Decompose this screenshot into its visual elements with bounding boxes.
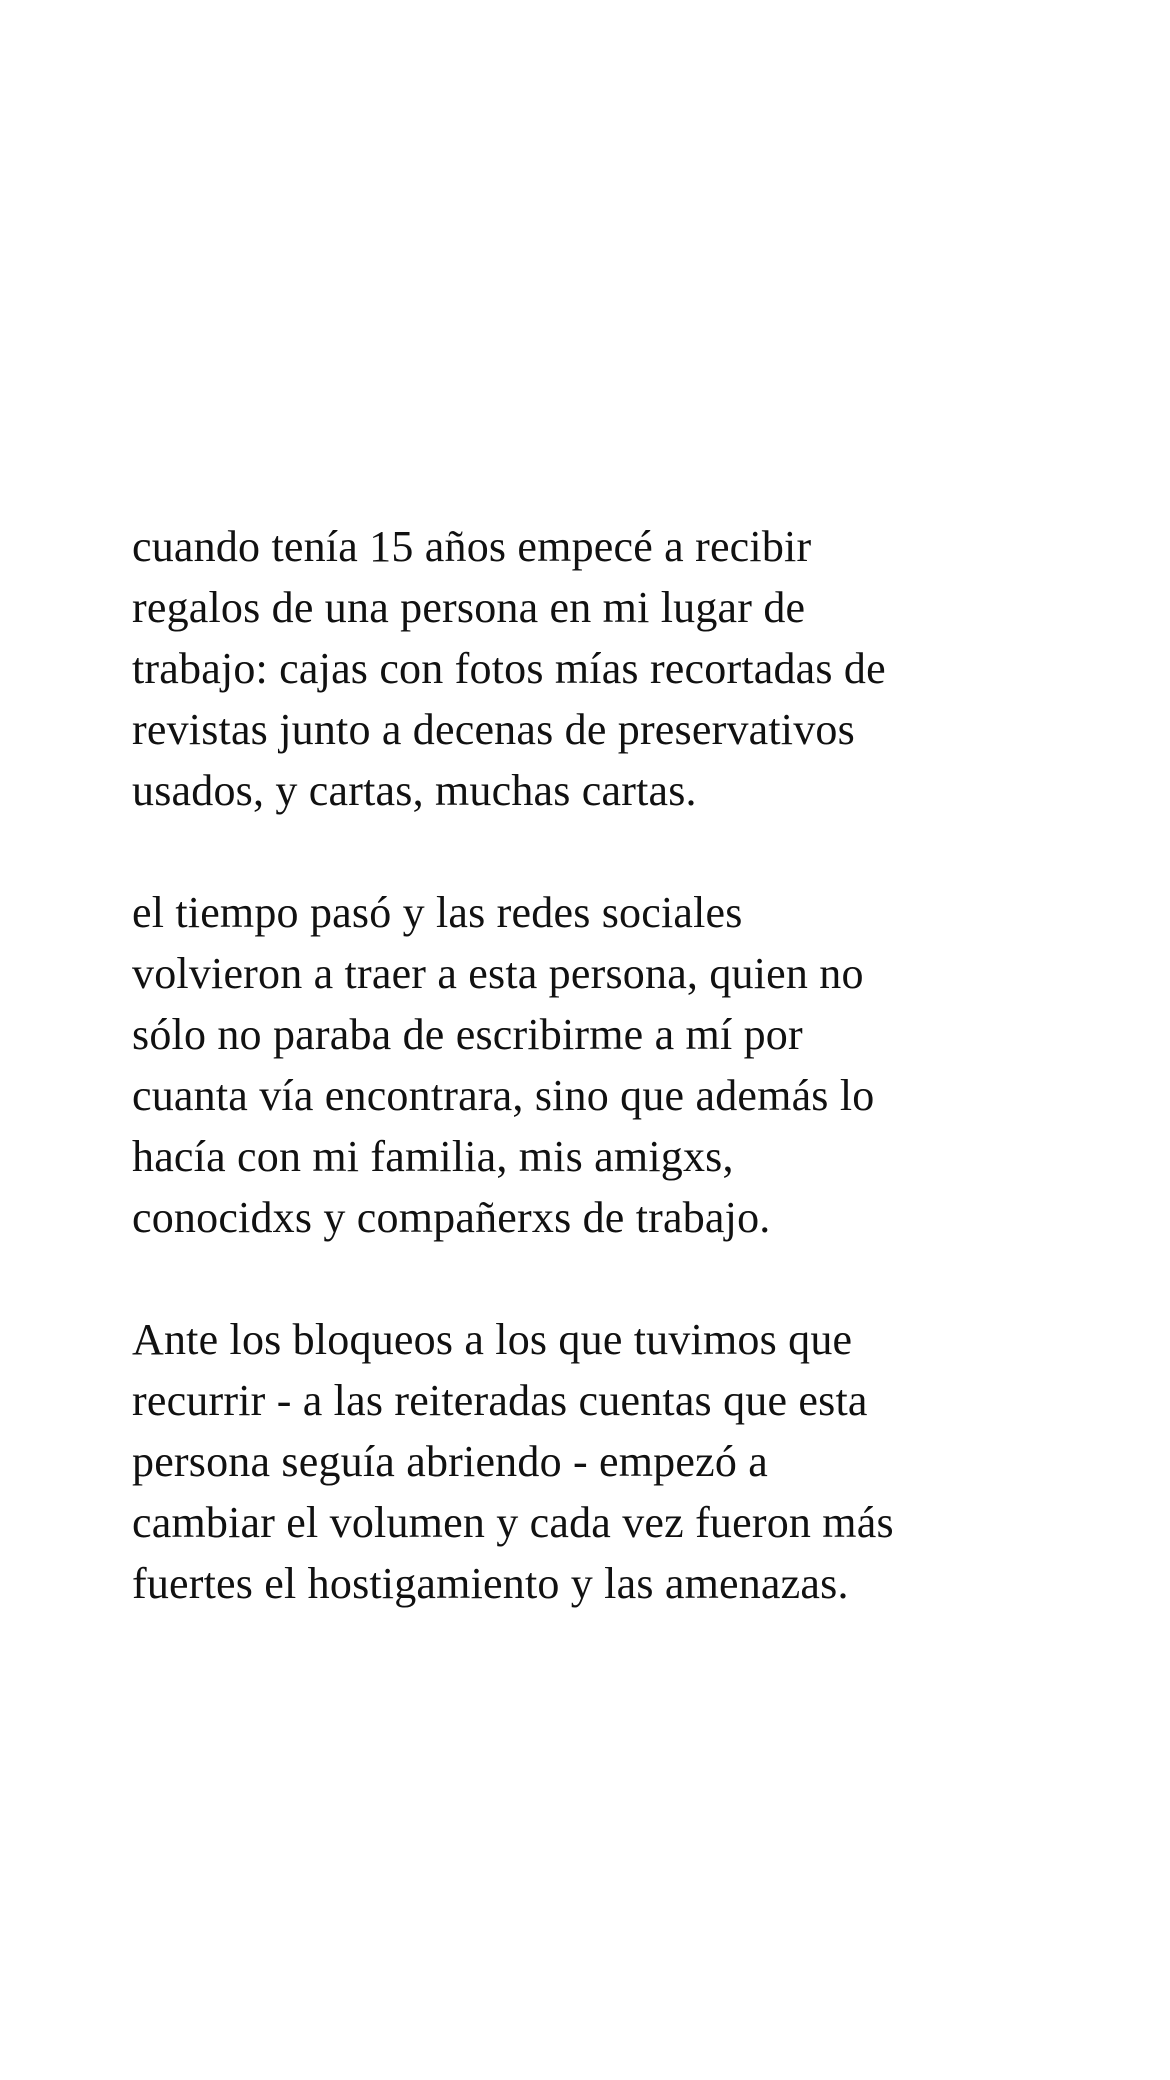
text-line: el tiempo pasó y las redes sociales — [132, 888, 743, 937]
text-line: cuanta vía encontrara, sino que además lo — [132, 1071, 875, 1120]
text-line: trabajo: cajas con fotos mías recortadas de — [132, 644, 886, 693]
text-line: fuertes el hostigamiento y las amenazas. — [132, 1559, 849, 1608]
paragraph-1 — [132, 516, 1092, 821]
paragraph-2 — [132, 882, 1092, 1248]
text-line: volvieron a traer a esta persona, quien no — [132, 949, 864, 998]
text-line: recurrir - a las reiteradas cuentas que esta — [132, 1376, 868, 1425]
text-line: conocidxs y compañerxs de trabajo. — [132, 1193, 771, 1242]
text-line: revistas junto a decenas de preservativos — [132, 705, 855, 754]
text-line: sólo no paraba de escribirme a mí por — [132, 1010, 803, 1059]
body-text — [132, 516, 1092, 1675]
text-line: cambiar el volumen y cada vez fueron más — [132, 1498, 894, 1547]
paragraph-3 — [132, 1309, 1092, 1614]
text-line: hacía con mi familia, mis amigxs, — [132, 1132, 734, 1181]
text-line: usados, y cartas, muchas cartas. — [132, 766, 697, 815]
text-line: persona seguía abriendo - empezó a — [132, 1437, 768, 1486]
text-line: regalos de una persona en mi lugar de — [132, 583, 806, 632]
text-line: cuando tenía 15 años empecé a recibir — [132, 522, 812, 571]
text-line: Ante los bloqueos a los que tuvimos que — [132, 1315, 853, 1364]
